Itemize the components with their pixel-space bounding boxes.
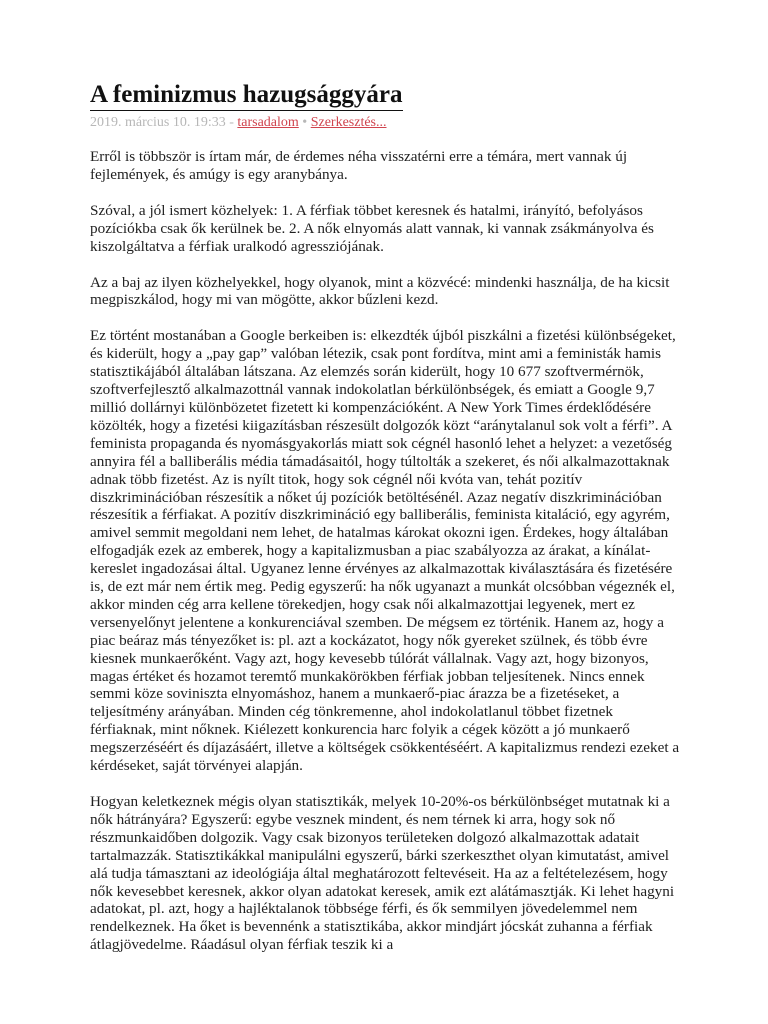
meta-separator: • — [302, 115, 308, 130]
article-body — [90, 148, 680, 954]
paragraph: Ez történt mostanában a Google berkeiben is: elkezdték újból piszkálni a fizetési különbségeket, és kiderült, hogy a „pay gap” valóban létezik, csak pont fordítva, mint ami a feministák hamis statisztikájából általában látszana. Az elemzés során kiderült, hogy 10 677 szoftvermérnök, szoftverfejlesztő alkalmazottnál vannak indokolatlan bérkülönbségek, és emiatt a Google 9,7 millió dollárnyi különbözetet fizetett ki kompenzációként. A New York Times érdeklődésére közölték, hogy a fizetési kiigazításban részesült dolgozók közt “aránytalanul sok volt a férfi”. A feminista propaganda és nyomásgyakorlás miatt sok cégnél hasonló lehet a helyzet: a vezetőség annyira fél a balliberális média támadásaitól, hogy túltolták a szekeret, és női alkalmazottaknak adnak több fizetést. Az is nyílt titok, hogy sok cégnél női kvóta van, tehát pozitív diszkriminációban részesítik a nőket új pozíciók betöltésénél. Azaz negatív diszkriminációban részesítik a férfiakat. A pozitív diszkrimináció egy balliberális, feminista kitaláció, egy agyrém, amivel semmit megoldani nem lehet, de hatalmas károkat okozni igen. Érdekes, hogy általában elfogadják ezek az emberek, hogy a kapitalizmusban a piac szabályozza az árakat, a kínálat-kereslet ingadozásai által. Ugyanez lenne érvényes az alkalmazottak kiválasztására és fizetésére is, de ezt már nem értik meg. Pedig egyszerű: ha nők ugyanazt a munkát olcsóbban végeznék el, akkor minden cég arra kellene törekedjen, hogy csak női alkalmazottjai legyenek, mert ez versenyelőnyt jelentene a konkurenciával szemben. De mégsem ez történik. Hanem az, hogy a piac beáraz más tényezőket is: pl. azt a kockázatot, hogy nők gyereket szülnek, és több évre kiesnek munkaerőként. Vagy azt, hogy kevesebb túlórát vállalnak. Vagy azt, hogy bizonyos, magas értéket és hozamot teremtő munkakörökben férfiak jobban teljesítenek. Nincs ennek semmi köze soviniszta elnyomáshoz, hanem a munkaerő-piac árazza be a fizetéseket, a teljesítmény arányában. Minden cég tönkremenne, ahol indokolatlanul többet fizetnek férfiaknak, mint nőknek. Kiélezett konkurencia harc folyik a cégek között a jó munkaerő megszerzéséért és díjazásáért, illetve a költségek csökkentéséért. A kapitalizmus rendezi ezeket a kérdéseket, saját törvényei alapján. — [90, 327, 680, 775]
post-date: 2019. március 10. 19:33 - — [90, 115, 234, 130]
article-meta — [90, 115, 680, 131]
paragraph: Az a baj az ilyen közhelyekkel, hogy olyanok, mint a közvécé: mindenki használja, de ha kicsit megpiszkálod, hogy mi van mögötte, akkor bűzleni kezd. — [90, 273, 670, 309]
paragraph: Szóval, a jól ismert közhelyek: 1. A férfiak többet keresnek és hatalmi, irányító, befolyásos pozíciókba csak ők kerülnek be. 2. A nők elnyomás alatt vannak, ki vannak zsákmányolva és kiszolgáltatva a férfiak uralkodó agressziójának. — [90, 201, 654, 255]
article — [90, 80, 680, 954]
article-title: A feminizmus hazugsággyára — [90, 80, 403, 111]
edit-link[interactable]: Szerkesztés... — [310, 115, 387, 130]
category-link[interactable]: tarsadalom — [237, 115, 299, 130]
paragraph: Hogyan keletkeznek mégis olyan statisztikák, melyek 10-20%-os bérkülönbséget mutatnak ki a nők hátrányára? Egyszerű: egybe vesznek mindent, és nem térnek ki arra, hogy sok nő részmunkaidőben dolgozik. Vagy csak bizonyos területeken dolgozó alkalmazottak adatait tartalmazzák. Statisztikákkal manipulálni egyszerű, bárki szerkeszthet olyan kimutatást, amivel alá tudja támasztani az ideológiája által meghatározott feltevéseit. Ha az a feltételezésem, hogy nők kevesebbet keresnek, akkor olyan adatokat keresek, amik ezt alátámasztják. Ki lehet hagyni adatokat, pl. azt, hogy a hajléktalanok többsége férfi, és ők semmilyen jövedelemmel nem rendelkeznek. Ha őket is bevennénk a statisztikába, akkor mindjárt jócskát zuhanna a férfiak átlagjövedelme. Ráadásul olyan férfiak teszik ki a — [90, 793, 675, 954]
paragraph: Erről is többször is írtam már, de érdemes néha visszatérni erre a témára, mert vannak új fejlemények, és amúgy is egy aranybánya. — [90, 148, 628, 183]
